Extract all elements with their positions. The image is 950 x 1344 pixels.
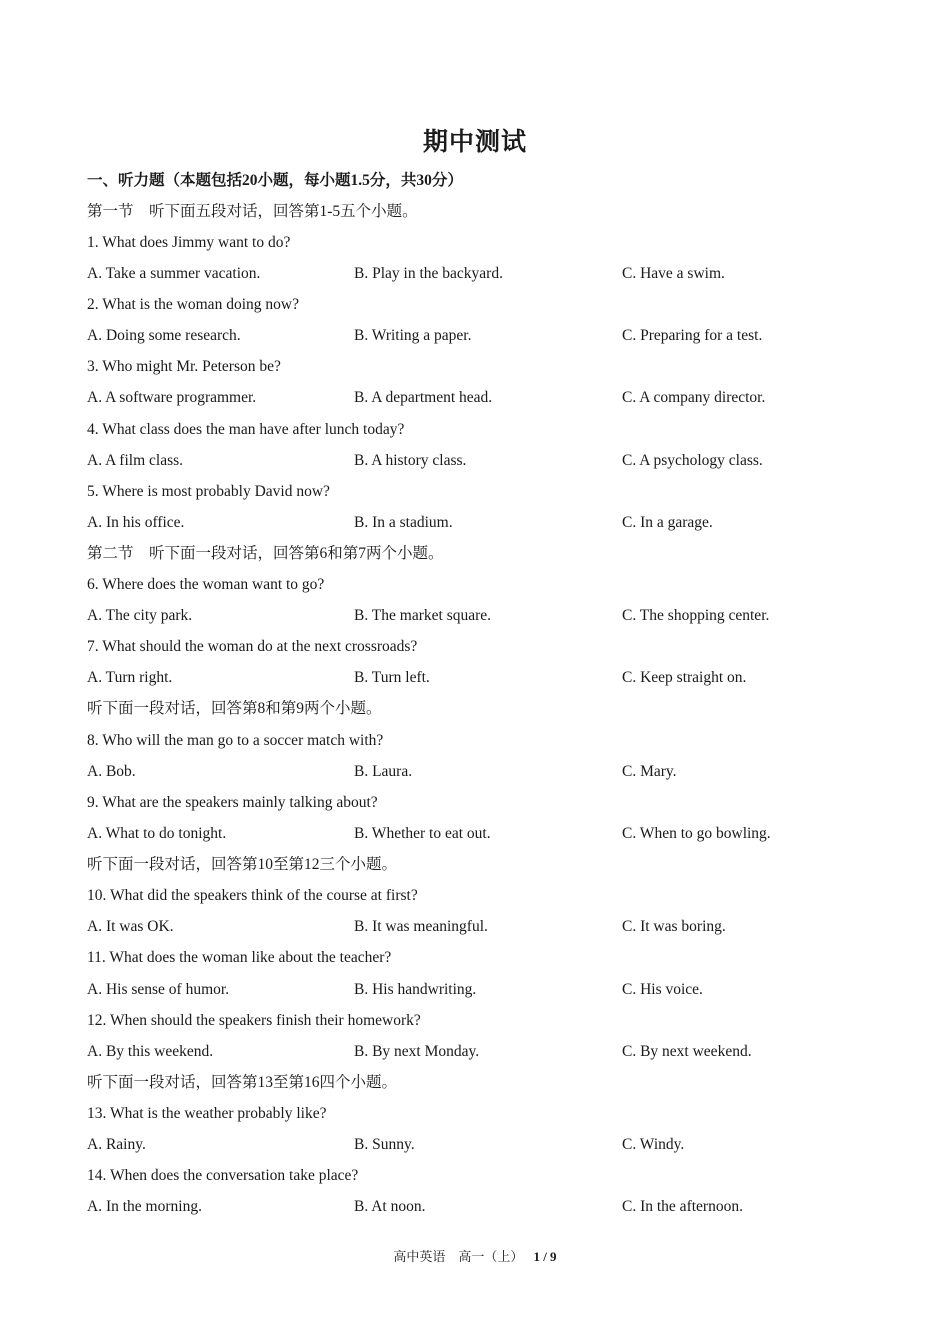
q2-option-c: C. Preparing for a test. [622, 327, 763, 344]
question-12: 12. When should the speakers finish their homework? [87, 1012, 421, 1029]
q7-option-c: C. Keep straight on. [622, 669, 747, 686]
q8-option-c: C. Mary. [622, 763, 677, 780]
q9-option-b: B. Whether to eat out. [354, 825, 491, 842]
q8-option-b: B. Laura. [354, 763, 413, 780]
question-14: 14. When does the conversation take place? [87, 1167, 359, 1184]
section-heading: 一、听力题（本题包括20小题，每小题1.5分，共30分） [87, 172, 463, 189]
question-5: 5. Where is most probably David now? [87, 483, 330, 500]
q14-option-a: A. In the morning. [87, 1198, 202, 1215]
q6-option-a: A. The city park. [87, 607, 193, 624]
q8-option-a: A. Bob. [87, 763, 136, 780]
q9-option-a: A. What to do tonight. [87, 825, 227, 842]
q2-option-b: B. Writing a paper. [354, 327, 472, 344]
q13-option-c: C. Windy. [622, 1136, 685, 1153]
q5-option-a: A. In his office. [87, 514, 185, 531]
q10-option-a: A. It was OK. [87, 918, 174, 935]
question-4: 4. What class does the man have after lunch today? [87, 421, 405, 438]
page-title: 期中测试 [422, 129, 527, 156]
question-8: 8. Who will the man go to a soccer match with? [87, 732, 384, 749]
instruction-5: 听下面一段对话，回答第13至第16四个小题。 [87, 1074, 398, 1091]
question-13: 13. What is the weather probably like? [87, 1105, 327, 1122]
footer-course: 高中英语 高一（上） [393, 1249, 524, 1264]
instruction-1: 第一节 听下面五段对话，回答第1-5五个小题。 [87, 203, 418, 220]
q14-option-c: C. In the afternoon. [622, 1198, 743, 1215]
q14-option-b: B. At noon. [354, 1198, 426, 1215]
q11-option-a: A. His sense of humor. [87, 981, 230, 998]
q7-option-b: B. Turn left. [354, 669, 430, 686]
q5-option-c: C. In a garage. [622, 514, 713, 531]
q3-option-c: C. A company director. [622, 389, 766, 406]
q9-option-c: C. When to go bowling. [622, 825, 771, 842]
q1-option-a: A. Take a summer vacation. [87, 265, 261, 282]
q4-option-b: B. A history class. [354, 452, 467, 469]
instruction-3: 听下面一段对话，回答第8和第9两个小题。 [87, 700, 382, 717]
question-7: 7. What should the woman do at the next crossroads? [87, 638, 418, 655]
question-10: 10. What did the speakers think of the course at first? [87, 887, 418, 904]
q13-option-b: B. Sunny. [354, 1136, 415, 1153]
q3-option-a: A. A software programmer. [87, 389, 257, 406]
q2-option-a: A. Doing some research. [87, 327, 241, 344]
instruction-4: 听下面一段对话，回答第10至第12三个小题。 [87, 856, 398, 873]
question-2: 2. What is the woman doing now? [87, 296, 299, 313]
question-3: 3. Who might Mr. Peterson be? [87, 358, 281, 375]
q11-option-c: C. His voice. [622, 981, 703, 998]
q12-option-a: A. By this weekend. [87, 1043, 214, 1060]
question-1: 1. What does Jimmy want to do? [87, 234, 291, 251]
q3-option-b: B. A department head. [354, 389, 493, 406]
q12-option-c: C. By next weekend. [622, 1043, 752, 1060]
q5-option-b: B. In a stadium. [354, 514, 453, 531]
page-number: 1 / 9 [533, 1249, 557, 1264]
q1-option-b: B. Play in the backyard. [354, 265, 503, 282]
q12-option-b: B. By next Monday. [354, 1043, 480, 1060]
question-6: 6. Where does the woman want to go? [87, 576, 325, 593]
q13-option-a: A. Rainy. [87, 1136, 146, 1153]
q6-option-b: B. The market square. [354, 607, 492, 624]
q10-option-c: C. It was boring. [622, 918, 726, 935]
q11-option-b: B. His handwriting. [354, 981, 477, 998]
question-11: 11. What does the woman like about the teacher? [87, 949, 392, 966]
q6-option-c: C. The shopping center. [622, 607, 770, 624]
q1-option-c: C. Have a swim. [622, 265, 725, 282]
question-9: 9. What are the speakers mainly talking about? [87, 794, 378, 811]
q7-option-a: A. Turn right. [87, 669, 173, 686]
q4-option-c: C. A psychology class. [622, 452, 763, 469]
q4-option-a: A. A film class. [87, 452, 184, 469]
q10-option-b: B. It was meaningful. [354, 918, 488, 935]
page-footer [0, 1246, 950, 1265]
instruction-2: 第二节 听下面一段对话，回答第6和第7两个小题。 [87, 545, 444, 562]
